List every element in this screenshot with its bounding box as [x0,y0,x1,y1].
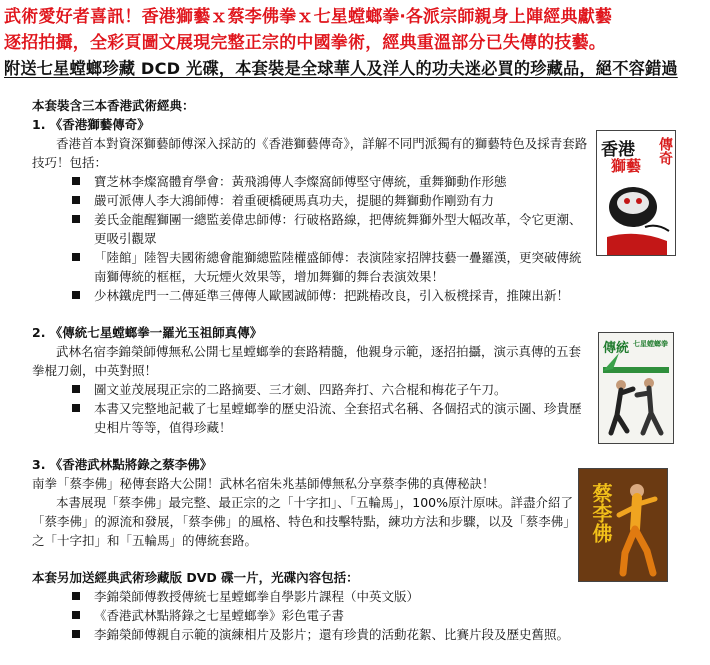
list-item: 寶芝林李燦窩體育學會：黃飛鴻傳人李燦窩師傅堅守傳統，重舞獅動作形態 [32,172,672,191]
section-3-lead: 南拳「蔡李佛」秘傳套路大公開！武林名宿朱兆基師傅無私分享蔡李佛的真傳秘訣！ [32,476,495,491]
cover-2-title-b: 七星螳螂拳 [633,339,668,348]
cover-1-title-b: 獅藝 [611,157,642,175]
content-body [32,96,672,644]
section-1-list [32,172,672,305]
intro-heading: 本套裝含三本香港武術經典： [32,98,195,113]
cover-1-title-a: 香港 [601,140,635,160]
cover-1-title-c: 傳奇 [657,137,673,165]
mantis-fighters-illustration [599,333,673,443]
list-item: 《香港武林點將錄之七星螳螂拳》彩色電子書 [32,606,672,625]
section-3-paragraph: 本書展現「蔡李佛」最完整、最正宗的之「十字扣」、「五輪馬」，100%原汁原味。詳盡介紹了「蔡李佛」的源流和發展，「蔡李佛」的風格、特色和技擊特點，練功方法和步驟，以及「蔡李佛」之「十字扣」和「五輪馬」的傳統套路。 [32,495,576,548]
section-2-paragraph: 武林名宿李錦榮師傅無私公開七星螳螂拳的套路精髓，他親身示範，逐招拍攝，演示真傳的五套拳棍刀劍，中英對照！ [32,344,582,378]
headline-2: 逐招拍攝，全彩頁圖文展現完整正宗的中國拳術，經典重溫部分已失傳的技藝。 [4,33,606,53]
promo-header [4,4,706,82]
headline-3: 附送七星螳螂珍藏 DCD 光碟，本套裝是全球華人及洋人的功夫迷必買的珍藏品，絕不容錯過 [4,59,678,78]
list-item: 李錦榮師傅親自示範的演練相片及影片；還有珍貴的活動花絮、比賽片段及歷史舊照。 [32,625,672,644]
list-item: 李錦榮師傅教授傳統七星螳螂拳自學影片課程（中英文版） [32,587,672,606]
book-cover-choy-li-fut [578,468,668,582]
list-item: 嚴可派傳人李大鴻師傅：着重硬橋硬馬真功夫，提腿的舞獅動作剛勁有力 [32,191,672,210]
book-cover-lion-dance [596,130,676,256]
section-1-title: 1. 《香港獅藝傳奇》 [32,117,150,132]
cover-2-title-a: 傳統 [603,341,630,356]
list-item: 少林鐵虎門一二傳延準三傳傳人歐國誠師傅：把跳樁改良，引入板櫈採青，推陳出新！ [32,286,672,305]
cover-3-title: 蔡李佛 [589,483,613,543]
list-item: 「陸館」陸智夫國術總會龍獅總監陸權盛師傅：表演陸家招牌技藝一疊羅漢，更突破傳統南獅傳統的框框，大玩煙火效果等，增加舞獅的舞台表演效果！ [32,248,672,286]
list-item: 本書又完整地記載了七星螳螂拳的歷史沿流、全套招式名稱、各個招式的演示圖、珍貴歷史相片等等，值得珍藏！ [32,399,672,437]
section-3-title: 3. 《香港武林點將錄之蔡李佛》 [32,457,213,472]
headline-1: 武術愛好者喜訊！香港獅藝ｘ蔡李佛拳ｘ七星螳螂拳‧各派宗師親身上陣經典獻藝 [4,7,613,27]
list-item: 姜氏金龍醒獅團一總監姜偉忠師傅：行破格路線，把傳統舞獅外型大幅改革，令它更潮、更吸引觀眾 [32,210,672,248]
dvd-heading: 本套另加送經典武術珍藏版 DVD 碟一片，光碟內容包括： [32,570,359,585]
section-2-list [32,380,672,437]
list-item: 圖文並茂展現正宗的二路摘要、三才劍、四路奔打、六合棍和梅花子午刀。 [32,380,672,399]
dvd-list [32,587,672,644]
section-2-title: 2. 《傳統七星螳螂拳一羅光玉祖師真傳》 [32,325,263,340]
book-cover-mantis [598,332,674,444]
lion-head-illustration [597,131,675,255]
martial-artist-illustration [579,469,667,581]
section-1-paragraph: 香港首本對資深獅藝師傅深入採訪的《香港獅藝傳奇》，詳解不同門派獨有的獅藝特色及採青套路技巧！包括： [32,136,588,170]
